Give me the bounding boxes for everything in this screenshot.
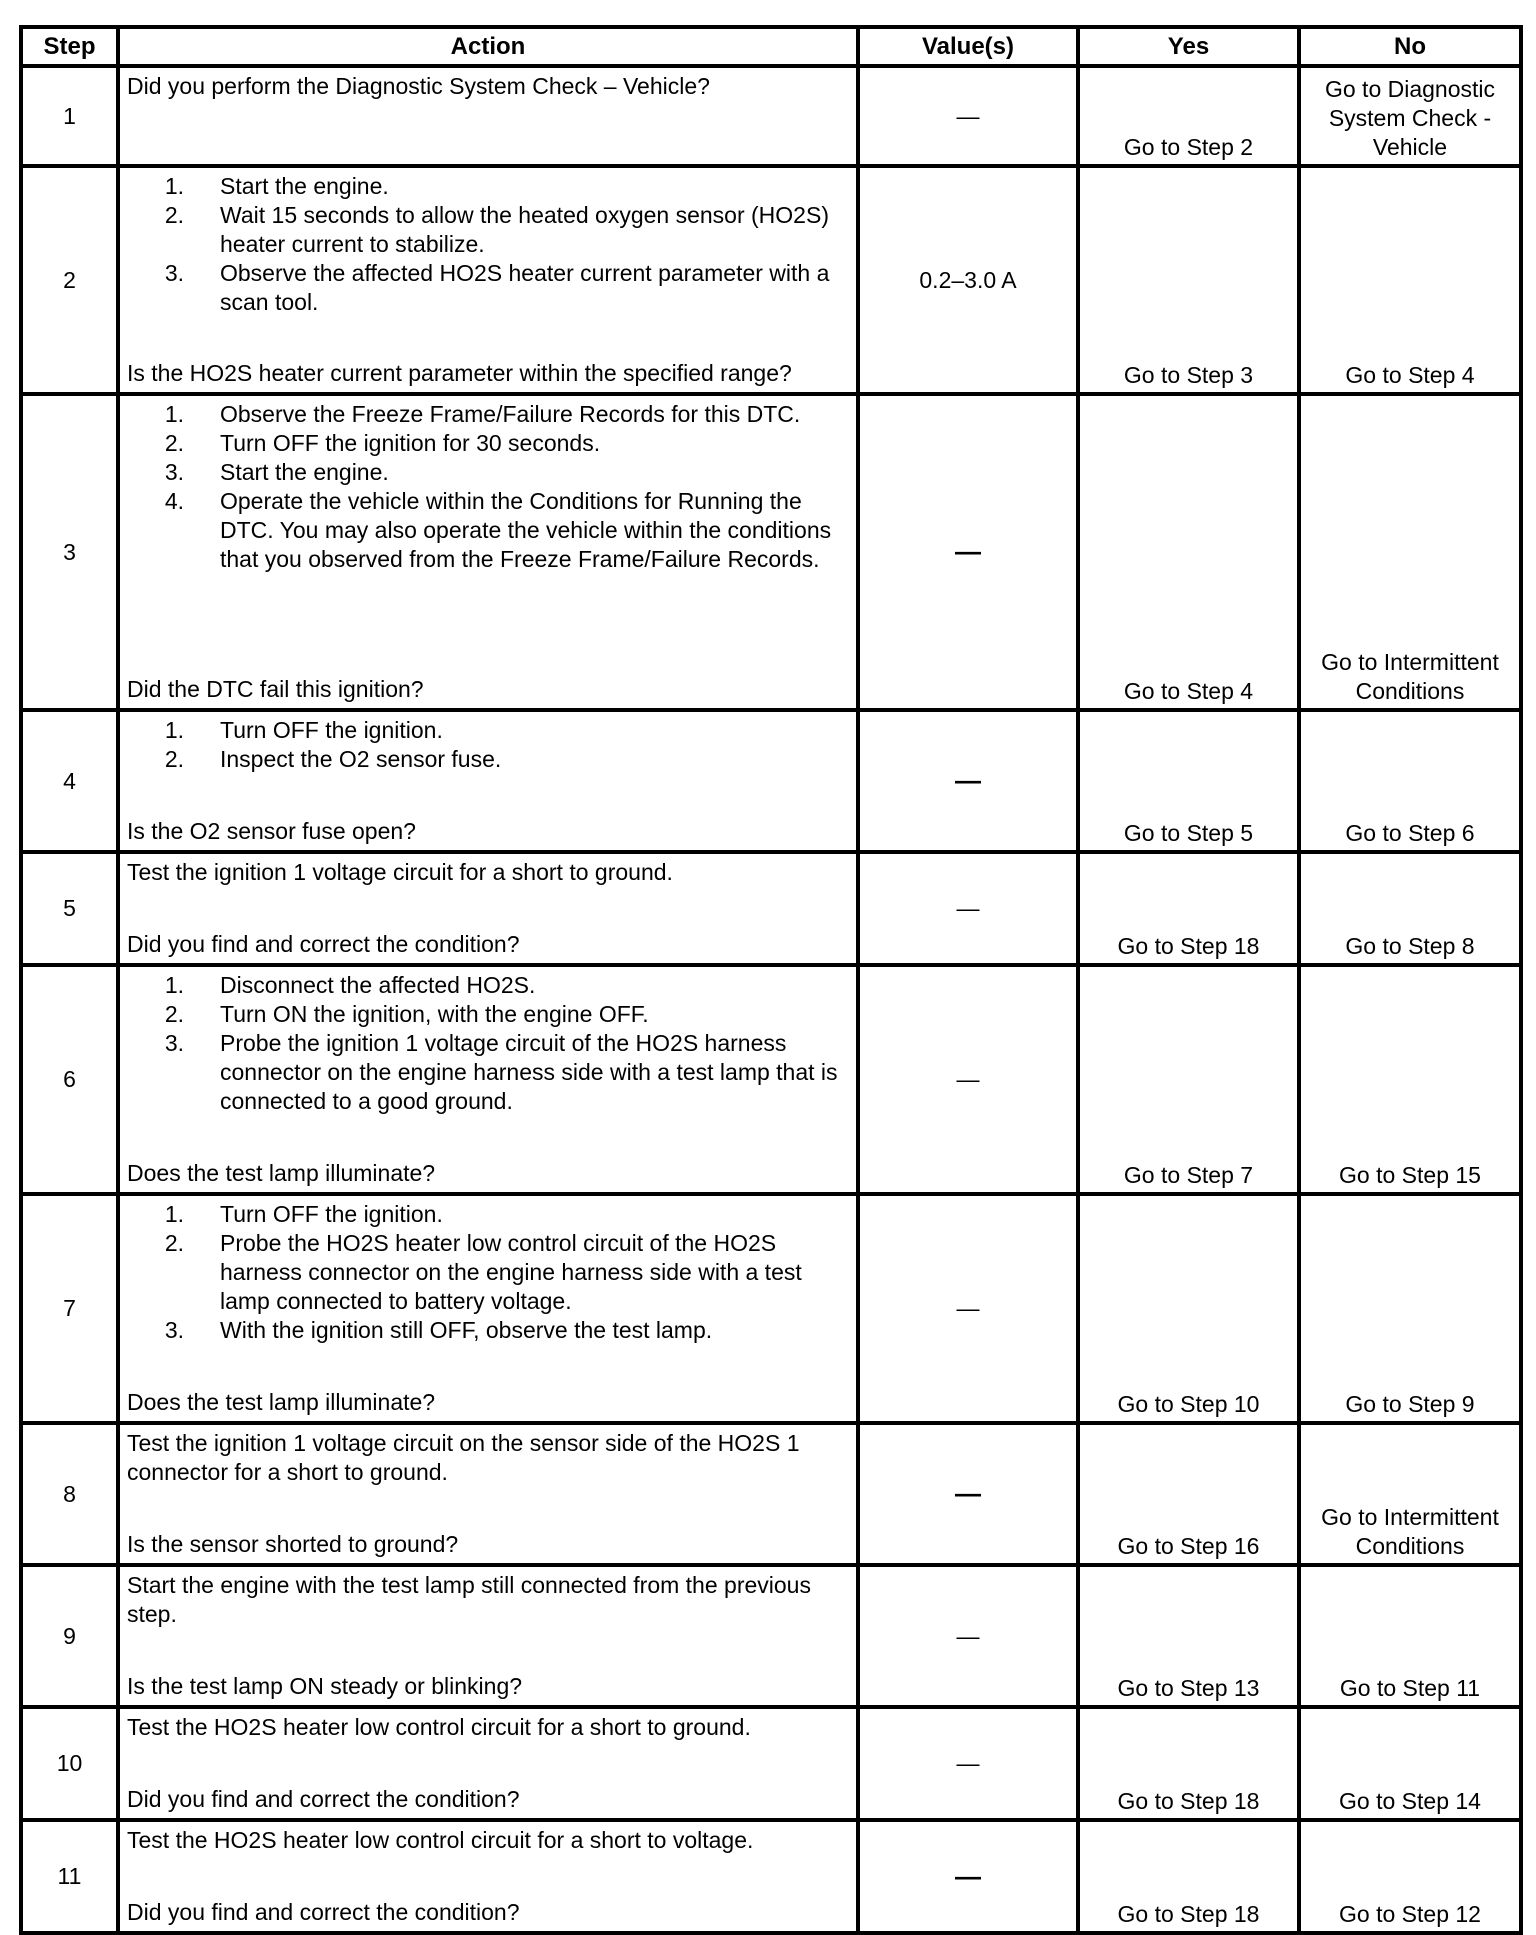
table-row	[21, 1565, 1521, 1707]
header-step: Step	[21, 27, 118, 66]
value-text: —	[956, 1622, 980, 1649]
list-item: 1. Start the engine.	[164, 173, 389, 199]
action-question: Is the O2 sensor fuse open?	[127, 818, 416, 844]
action-cell	[118, 394, 858, 710]
action-cell	[118, 1194, 858, 1423]
action-steps-list	[127, 400, 850, 574]
value-cell	[858, 394, 1078, 710]
action-question: Is the test lamp ON steady or blinking?	[127, 1673, 523, 1699]
step-number: 1	[21, 66, 118, 166]
action-text: Test the HO2S heater low control circuit for a short to voltage.	[127, 1827, 754, 1853]
no-cell: Go to Intermittent Conditions	[1299, 394, 1521, 710]
list-item: 2. Turn OFF the ignition for 30 seconds.	[164, 430, 601, 456]
action-question: Did you find and correct the condition?	[127, 931, 520, 957]
action-steps-list	[127, 971, 850, 1116]
value-cell	[858, 710, 1078, 852]
list-item: 3. Probe the ignition 1 voltage circuit of the HO2S harness connector on the engine harness side with a test lamp that is connected to a good ground.	[164, 1030, 838, 1114]
table-row	[21, 66, 1521, 166]
yes-cell: Go to Step 16	[1078, 1423, 1299, 1565]
value-cell	[858, 66, 1078, 166]
action-cell	[118, 1707, 858, 1820]
value-cell	[858, 1820, 1078, 1933]
header-no: No	[1299, 27, 1521, 66]
list-item: 1. Turn OFF the ignition.	[164, 1201, 443, 1227]
value-text: —	[955, 1478, 981, 1508]
value-cell	[858, 1423, 1078, 1565]
table-row	[21, 1707, 1521, 1820]
value-text: —	[956, 102, 980, 129]
value-cell	[858, 1194, 1078, 1423]
step-number: 8	[21, 1423, 118, 1565]
list-item: 4. Operate the vehicle within the Conditions for Running the DTC. You may also operate the vehicle within the conditions that you observed from the Freeze Frame/Failure Records.	[164, 488, 832, 572]
header-values: Value(s)	[858, 27, 1078, 66]
action-question: Is the sensor shorted to ground?	[127, 1531, 459, 1557]
action-text: Test the ignition 1 voltage circuit on the sensor side of the HO2S 1 connector for a short to ground.	[127, 1430, 800, 1485]
action-question: Does the test lamp illuminate?	[127, 1160, 436, 1186]
yes-cell: Go to Step 18	[1078, 852, 1299, 965]
step-number: 5	[21, 852, 118, 965]
action-cell	[118, 1565, 858, 1707]
action-text: Test the HO2S heater low control circuit for a short to ground.	[127, 1714, 751, 1740]
value-text: —	[956, 1295, 980, 1321]
list-item: 2. Inspect the O2 sensor fuse.	[164, 746, 502, 772]
yes-cell: Go to Step 18	[1078, 1820, 1299, 1933]
yes-cell: Go to Step 2	[1078, 66, 1299, 166]
header-row	[21, 27, 1521, 66]
no-cell: Go to Step 14	[1299, 1707, 1521, 1820]
no-cell: Go to Step 12	[1299, 1820, 1521, 1933]
header-yes: Yes	[1078, 27, 1299, 66]
table-row	[21, 710, 1521, 852]
action-text: Start the engine with the test lamp still connected from the previous step.	[127, 1572, 811, 1627]
list-item: 1. Disconnect the affected HO2S.	[164, 972, 536, 998]
action-question: Did you find and correct the condition?	[127, 1899, 520, 1925]
no-cell: Go to Step 8	[1299, 852, 1521, 965]
value-text: —	[956, 1066, 980, 1092]
step-number: 10	[21, 1707, 118, 1820]
value-text: —	[956, 895, 980, 921]
action-question: Does the test lamp illuminate?	[127, 1389, 436, 1415]
yes-cell: Go to Step 13	[1078, 1565, 1299, 1707]
value-cell	[858, 1707, 1078, 1820]
yes-cell: Go to Step 18	[1078, 1707, 1299, 1820]
action-cell	[118, 66, 858, 166]
yes-cell: Go to Step 10	[1078, 1194, 1299, 1423]
value-text: —	[956, 1750, 980, 1776]
table-row	[21, 166, 1521, 394]
action-text: Did you perform the Diagnostic System Check – Vehicle?	[127, 73, 710, 99]
value-cell	[858, 166, 1078, 394]
step-number: 9	[21, 1565, 118, 1707]
yes-cell: Go to Step 5	[1078, 710, 1299, 852]
step-number: 2	[21, 166, 118, 394]
step-number: 11	[21, 1820, 118, 1933]
list-item: 1. Turn OFF the ignition.	[164, 717, 443, 743]
action-steps-list	[127, 1200, 850, 1345]
action-text: Test the ignition 1 voltage circuit for a short to ground.	[127, 859, 673, 885]
action-steps-list	[127, 716, 850, 774]
no-cell: Go to Step 4	[1299, 166, 1521, 394]
no-cell: Go to Intermittent Conditions	[1299, 1423, 1521, 1565]
list-item: 2. Wait 15 seconds to allow the heated oxygen sensor (HO2S) heater current to stabilize.	[164, 202, 829, 257]
value-text: —	[955, 765, 981, 795]
action-cell	[118, 1423, 858, 1565]
yes-cell: Go to Step 7	[1078, 965, 1299, 1194]
action-question: Is the HO2S heater current parameter within the specified range?	[127, 360, 792, 386]
table-row	[21, 1820, 1521, 1933]
action-cell	[118, 166, 858, 394]
table-row	[21, 1423, 1521, 1565]
list-item: 2. Probe the HO2S heater low control circuit of the HO2S harness connector on the engine harness side with a test lamp connected to battery voltage.	[164, 1230, 802, 1314]
no-cell: Go to Diagnostic System Check - Vehicle	[1299, 66, 1521, 166]
action-cell	[118, 1820, 858, 1933]
list-item: 3. With the ignition still OFF, observe the test lamp.	[164, 1317, 713, 1343]
list-item: 2. Turn ON the ignition, with the engine OFF.	[164, 1001, 649, 1027]
list-item: 3. Observe the affected HO2S heater current parameter with a scan tool.	[164, 260, 830, 315]
action-cell	[118, 965, 858, 1194]
value-cell	[858, 965, 1078, 1194]
action-cell	[118, 852, 858, 965]
step-number: 6	[21, 965, 118, 1194]
step-number: 3	[21, 394, 118, 710]
table-row	[21, 1194, 1521, 1423]
table-row	[21, 394, 1521, 710]
value-text: —	[955, 1860, 981, 1891]
action-question: Did the DTC fail this ignition?	[127, 676, 424, 702]
value-text: 0.2–3.0 A	[919, 266, 1017, 293]
list-item: 1. Observe the Freeze Frame/Failure Records for this DTC.	[164, 401, 801, 427]
yes-cell: Go to Step 4	[1078, 394, 1299, 710]
step-number: 4	[21, 710, 118, 852]
yes-cell: Go to Step 3	[1078, 166, 1299, 394]
step-number: 7	[21, 1194, 118, 1423]
diagnostic-table	[19, 25, 1523, 1935]
value-cell	[858, 852, 1078, 965]
header-action: Action	[118, 27, 858, 66]
table-row	[21, 965, 1521, 1194]
no-cell: Go to Step 6	[1299, 710, 1521, 852]
no-cell: Go to Step 15	[1299, 965, 1521, 1194]
value-text: —	[955, 536, 981, 566]
no-cell: Go to Step 11	[1299, 1565, 1521, 1707]
table-row	[21, 852, 1521, 965]
action-cell	[118, 710, 858, 852]
no-cell: Go to Step 9	[1299, 1194, 1521, 1423]
action-question: Did you find and correct the condition?	[127, 1786, 520, 1812]
action-steps-list	[127, 172, 850, 317]
list-item: 3. Start the engine.	[164, 459, 389, 485]
value-cell	[858, 1565, 1078, 1707]
